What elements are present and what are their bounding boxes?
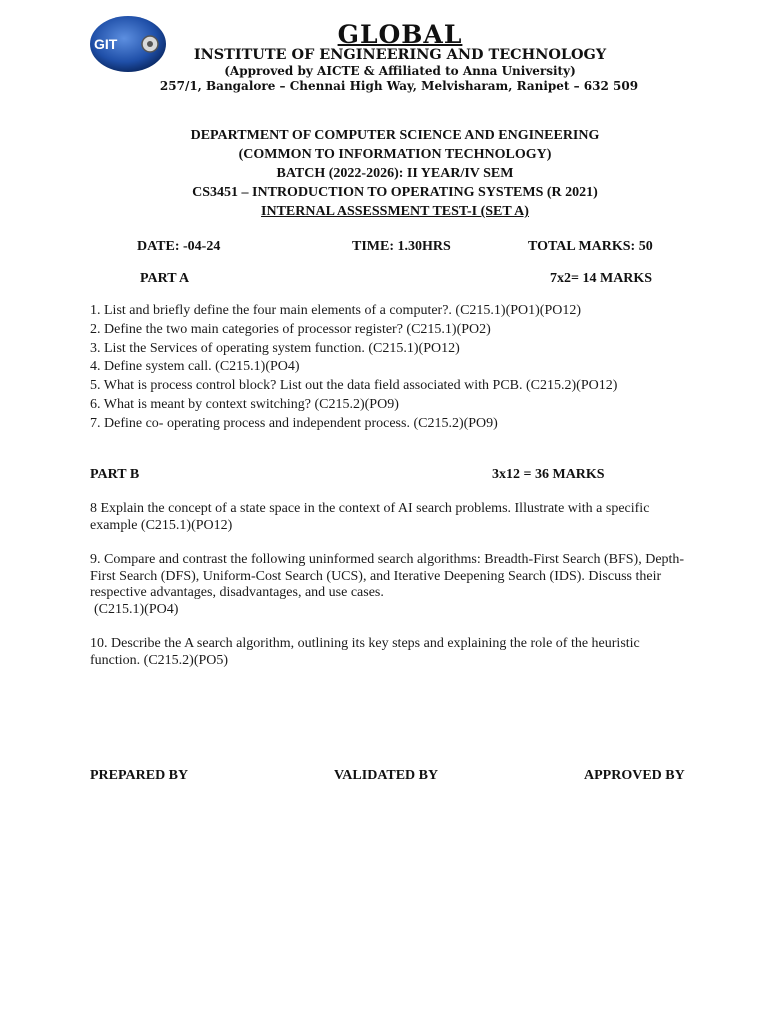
total-marks: TOTAL MARKS: 50 (528, 239, 653, 254)
institute-approval: (Approved by AICTE & Affiliated to Anna University) (224, 64, 576, 78)
test-title: INTERNAL ASSESSMENT TEST-I (SET A) (261, 204, 529, 219)
course-title: CS3451 – INTRODUCTION TO OPERATING SYSTEMS (R 2021) (192, 185, 598, 200)
question-3: 3. List the Services of operating system function. (C215.1)(PO12) (90, 341, 460, 356)
question-10: 10. Describe the A search algorithm, outlining its key steps and explaining the role of the heuristic function. (C215.2)(PO5) (90, 636, 640, 668)
logo-text: GIT (94, 36, 118, 52)
institute-logo (88, 14, 168, 74)
exam-date: DATE: -04-24 (137, 239, 221, 254)
institute-subtitle: INSTITUTE OF ENGINEERING AND TECHNOLOGY (193, 46, 607, 63)
question-2: 2. Define the two main categories of processor register? (C215.1)(PO2) (90, 322, 491, 337)
question-8: 8 Explain the concept of a state space in the context of AI search problems. Illustrate with a specific example (C215.1)(PO12) (90, 501, 650, 533)
part-a-label: PART A (140, 271, 190, 286)
batch-title: BATCH (2022-2026): II YEAR/IV SEM (276, 166, 514, 181)
question-9-codes: (C215.1)(PO4) (94, 602, 179, 617)
validated-by: VALIDATED BY (334, 768, 439, 783)
question-7: 7. Define co- operating process and independent process. (C215.2)(PO9) (90, 416, 498, 431)
institute-name: GLOBAL (337, 20, 463, 49)
question-1: 1. List and briefly define the four main elements of a computer?. (C215.1)(PO1)(PO12) (90, 303, 582, 318)
common-title: (COMMON TO INFORMATION TECHNOLOGY) (238, 147, 552, 162)
department-title: DEPARTMENT OF COMPUTER SCIENCE AND ENGINEERING (190, 128, 600, 143)
question-4: 4. Define system call. (C215.1)(PO4) (90, 359, 300, 374)
part-b-label: PART B (90, 467, 140, 482)
part-a-marks: 7x2= 14 MARKS (550, 271, 653, 286)
question-5: 5. What is process control block? List out the data field associated with PCB. (C215.2)(PO12) (90, 378, 618, 393)
exam-time: TIME: 1.30HRS (352, 239, 451, 254)
approved-by: APPROVED BY (584, 768, 685, 783)
question-6: 6. What is meant by context switching? (C215.2)(PO9) (90, 397, 399, 412)
prepared-by: PREPARED BY (90, 768, 189, 783)
institute-address: 257/1, Bangalore – Chennai High Way, Melvisharam, Ranipet – 632 509 (159, 79, 639, 93)
question-9: 9. Compare and contrast the following uninformed search algorithms: Breadth-First Search (BFS), Depth-First Search (DFS), Uniform-Cost Search (UCS), and Iterative Deepening Search (IDS). Discuss their respective advantages, disadvantages, and use cases. (90, 552, 685, 600)
part-b-marks: 3x12 = 36 MARKS (492, 467, 605, 482)
test-title-wrap (0, 203, 768, 221)
